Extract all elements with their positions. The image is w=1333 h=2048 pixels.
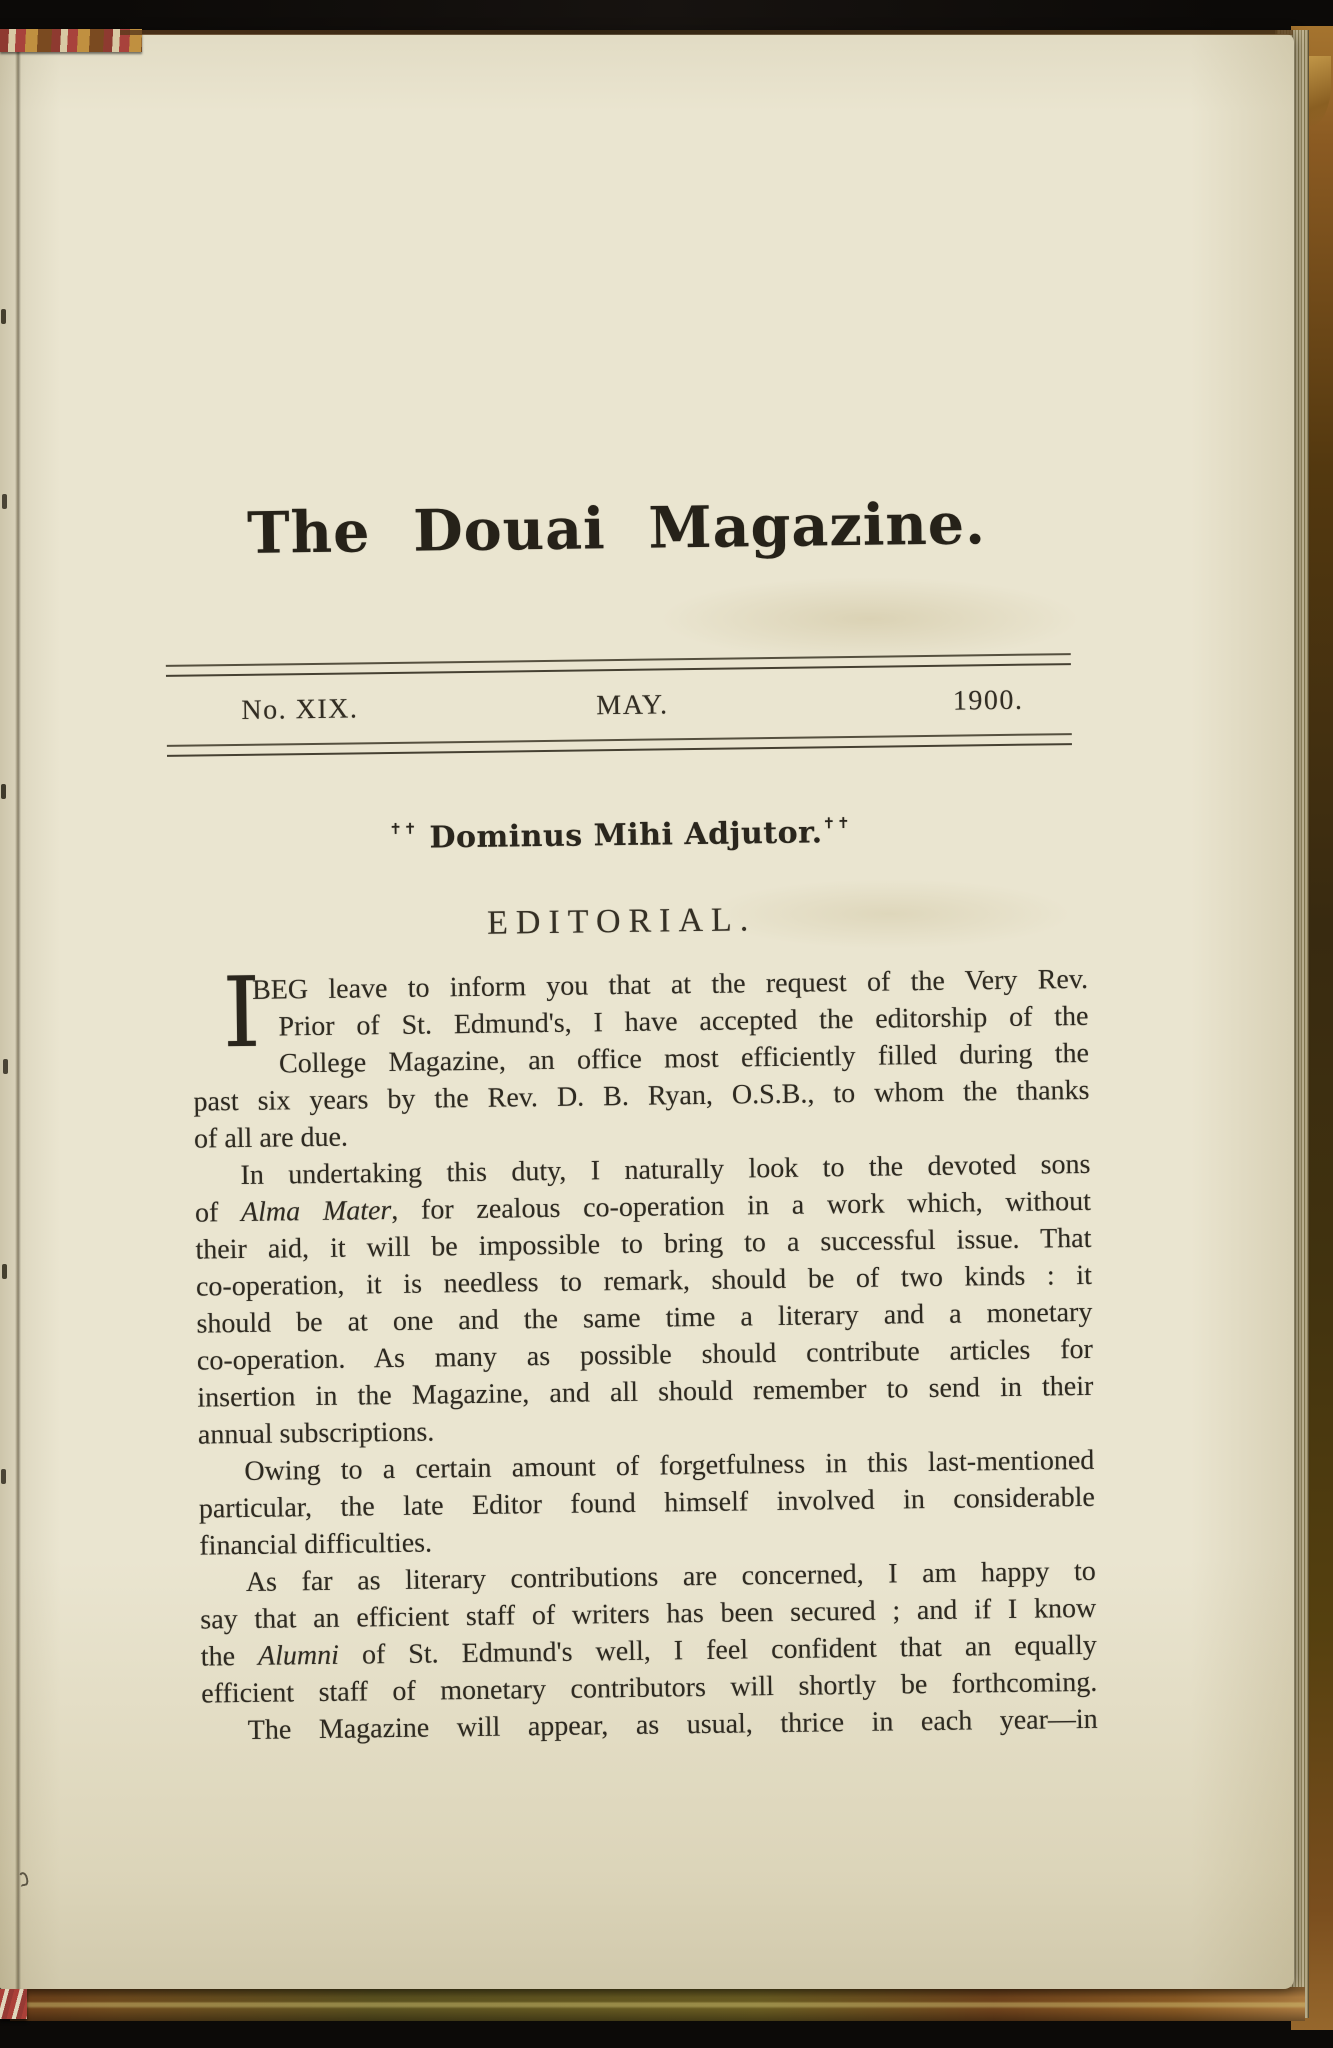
text-line: financial difficulties. — [199, 1527, 433, 1562]
text-line: particular, the late Editor found himself involved in considerable — [198, 1481, 1095, 1525]
double-rule-top — [166, 653, 1071, 677]
text-line: co-operation. As many as possible should contribute articles for — [196, 1333, 1094, 1377]
printed-content — [158, 28, 1098, 1749]
binding-gutter-crease — [15, 34, 21, 1989]
italic-phrase: Alma Mater — [240, 1194, 392, 1228]
text-line: BEG leave to inform you that at the request of the Very Rev. — [251, 963, 1089, 1006]
text-line: of Alma Mater, for zealous co-operation in a work which, without — [194, 1185, 1092, 1229]
issue-month: MAY. — [596, 689, 669, 721]
motto-line — [168, 811, 1073, 859]
cross-marks-icon: ✝✝ — [389, 819, 419, 838]
text-line: Prior of St. Edmund's, I have accepted the editorship of the — [278, 1000, 1089, 1043]
cross-marks-icon: ✝✝ — [822, 813, 852, 833]
text-line: co-operation, it is needless to remark, should be of two kinds : it — [195, 1259, 1093, 1303]
cover-top-edge-line — [120, 30, 1293, 35]
magazine-page — [0, 34, 1294, 1989]
paragraph — [194, 1146, 1094, 1454]
text-line: efficient staff of monetary contributors will shortly be forthcoming. — [201, 1666, 1098, 1710]
paragraph — [198, 1442, 1095, 1565]
text-line: The Magazine will appear, as usual, thrice in each year—in — [247, 1703, 1098, 1746]
text-line: annual subscriptions. — [197, 1416, 435, 1451]
text-line: Owing to a certain amount of forgetfulness in this last-mentioned — [244, 1444, 1095, 1487]
text-line: say that an efficient staff of writers has been secured ; and if I know — [200, 1592, 1097, 1636]
motto-text: Dominus Mihi Adjutor. — [429, 815, 823, 856]
drop-cap-initial: I — [221, 955, 262, 1069]
editorial-body — [192, 955, 1098, 1750]
headband-decoration-bottom — [0, 1989, 27, 2019]
text-line: As far as literary contributions are concerned, I am happy to — [245, 1555, 1096, 1598]
book-cover-bottom-edge — [10, 1987, 1305, 2021]
text-line: the Alumni of St. Edmund's well, I feel confident that an equally — [200, 1629, 1097, 1673]
section-heading: EDITORIAL. — [486, 900, 757, 942]
double-rule-bottom — [167, 733, 1072, 757]
text-line: insertion in the Magazine, and all should remember to send in their — [197, 1370, 1094, 1414]
ink-fleck — [18, 1871, 30, 1887]
text-line: their aid, it will be impossible to bring to a successful issue. That — [195, 1222, 1092, 1266]
text-line: should be at one and the same time a literary and a monetary — [196, 1296, 1093, 1340]
magazine-title: The Douai Magazine. — [246, 490, 987, 567]
paragraph — [200, 1553, 1098, 1713]
issue-year: 1900. — [952, 684, 1024, 717]
paragraph — [192, 955, 1090, 1158]
issue-number: No. XIX. — [241, 693, 359, 726]
issue-line — [166, 677, 1072, 735]
binding-marks — [1, 309, 6, 324]
text-line: past six years by the Rev. D. B. Ryan, O.S.B., to whom the thanks — [193, 1074, 1090, 1118]
text-line: of all are due. — [193, 1121, 349, 1155]
italic-phrase: Alumni — [257, 1639, 340, 1672]
text-line: College Magazine, an office most efficiently filled during the — [278, 1037, 1090, 1080]
text-line: In undertaking this duty, I naturally look to the devoted sons — [240, 1148, 1091, 1191]
